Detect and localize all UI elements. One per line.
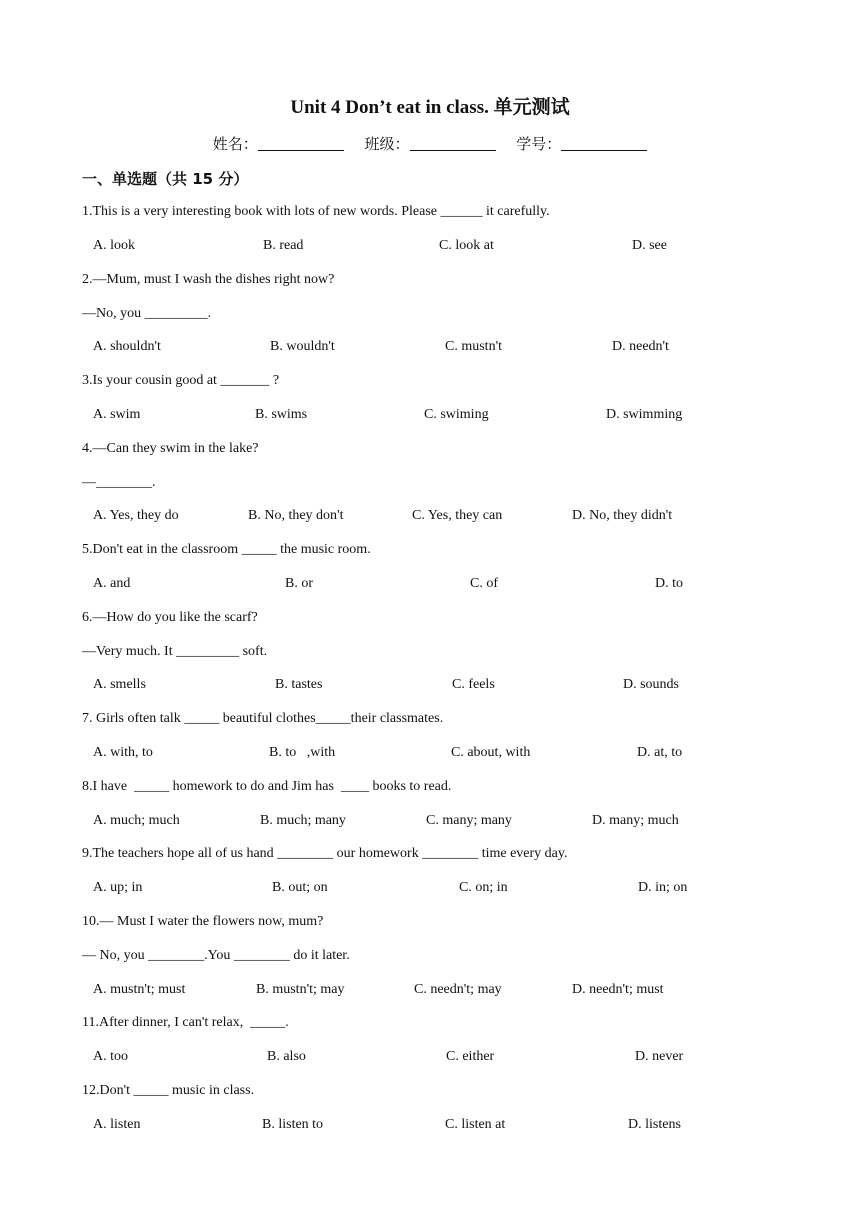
option-c: C. Yes, they can [412,508,503,523]
option-c: C. look at [439,238,494,253]
question-stem: 3.Is your cousin good at _______ ? [82,373,280,388]
option-b: B. swims [255,407,308,422]
option-d: D. No, they didn't [572,508,673,523]
option-c: C. needn't; may [414,982,502,997]
option-b: B. tastes [275,677,323,692]
option-c: C. on; in [459,880,508,895]
option-b: B. mustn't; may [256,982,345,997]
option-a: A. shouldn't [93,339,161,354]
option-a: A. too [93,1049,128,1064]
name-field [213,133,344,154]
question-answer-line: —Very much. It _________ soft. [82,644,268,659]
option-a: A. look [93,238,135,253]
option-d: D. never [635,1049,684,1064]
id-blank [561,136,647,151]
option-c: C. feels [452,677,495,692]
option-a: A. much; much [93,813,180,828]
question-stem: 2.—Mum, must I wash the dishes right now? [82,272,335,287]
question-stem: 6.—How do you like the scarf? [82,610,258,625]
name-blank [258,136,344,151]
option-c: C. mustn't [445,339,502,354]
option-b: B. also [267,1049,306,1064]
option-d: D. swimming [606,407,683,422]
option-d: D. many; much [592,813,679,828]
question-answer-line: —No, you _________. [82,306,212,321]
option-c: C. of [470,576,498,591]
question-answer-line: — No, you ________.You ________ do it later. [82,948,350,963]
option-a: A. and [93,576,131,591]
option-d: D. needn't [612,339,669,354]
option-c: C. about, with [451,745,531,760]
option-d: D. to [655,576,683,591]
student-info-row [0,133,860,154]
name-label: 姓名： [212,135,258,153]
option-d: D. see [632,238,667,253]
option-d: D. listens [628,1117,681,1132]
question-answer-line: —________. [82,475,156,490]
option-c: C. many; many [426,813,512,828]
option-b: B. No, they don't [248,508,344,523]
option-a: A. Yes, they do [93,508,179,523]
option-d: D. at, to [637,745,683,760]
id-field [516,133,647,154]
option-b: B. out; on [272,880,328,895]
option-a: A. listen [93,1117,141,1132]
option-b: B. read [263,238,304,253]
page-title: Unit 4 Don’t eat in class. 单元测试 [290,97,570,118]
class-field [364,133,495,154]
question-stem: 8.I have _____ homework to do and Jim has ____ books to read. [82,779,452,794]
option-d: D. in; on [638,880,688,895]
question-stem: 9.The teachers hope all of us hand ________ our homework ________ time every day. [82,846,568,861]
question-stem: 5.Don't eat in the classroom _____ the music room. [82,542,371,557]
option-b: B. listen to [262,1117,324,1132]
option-b: B. wouldn't [270,339,335,354]
option-a: A. up; in [93,880,143,895]
question-stem: 4.—Can they swim in the lake? [82,441,259,456]
option-c: C. either [446,1049,495,1064]
option-c: C. swiming [424,407,489,422]
option-b: B. much; many [260,813,346,828]
section-title: 一、单选题（共 15 分） [82,170,249,188]
class-label: 班级： [364,135,410,153]
option-c: C. listen at [445,1117,506,1132]
option-b: B. to ,with [269,745,336,760]
question-stem: 11.After dinner, I can't relax, _____. [82,1015,289,1030]
option-b: B. or [285,576,313,591]
class-blank [410,136,496,151]
id-label: 学号： [516,135,562,153]
option-a: A. with, to [93,745,153,760]
option-a: A. swim [93,407,141,422]
question-stem: 7. Girls often talk _____ beautiful clothes_____their classmates. [82,711,444,726]
option-d: D. sounds [623,677,680,692]
question-stem: 1.This is a very interesting book with lots of new words. Please ______ it carefully. [82,204,550,219]
question-stem: 10.— Must I water the flowers now, mum? [82,914,324,929]
option-a: A. mustn't; must [93,982,186,997]
option-a: A. smells [93,677,146,692]
option-d: D. needn't; must [572,982,664,997]
question-stem: 12.Don't _____ music in class. [82,1083,255,1098]
